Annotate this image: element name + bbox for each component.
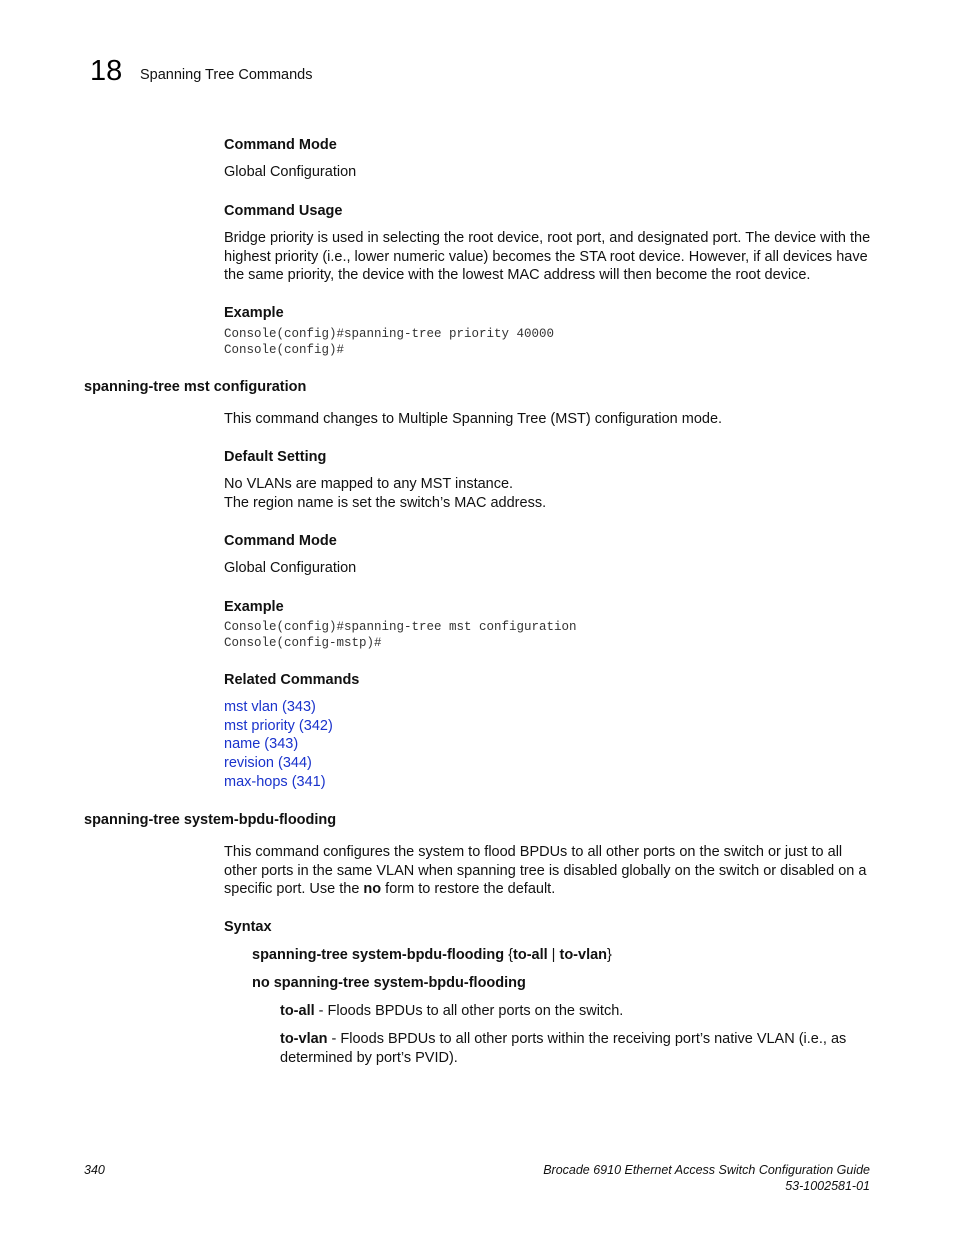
example-heading: Example [224,599,284,615]
syntax-option: to-all [513,947,548,963]
no-syntax-line: no spanning-tree system-bpdu-flooding [252,975,526,991]
related-command-link[interactable]: name (343) [224,736,299,752]
syntax-line [252,946,900,965]
chapter-title: Spanning Tree Commands [140,67,313,83]
default-setting-line: The region name is set the switch’s MAC address. [224,495,547,511]
description-text: This command configures the system to flood BPDUs to all other ports on the switch or just to all other ports in the same VLAN when spanning tree is disabled globally on the switch or disabled on a specific port. Use the [224,844,867,898]
syntax-option: to-vlan [559,947,608,963]
command-title: spanning-tree system-bpdu-flooding [84,812,337,828]
example-code-line: Console(config-mstp)# [224,636,382,650]
related-command-link[interactable]: revision (344) [224,755,312,771]
example-code-line: Console(config)#spanning-tree priority 40000 [224,327,555,341]
command-mode-text: Global Configuration [224,164,357,180]
syntax-heading: Syntax [224,919,272,935]
example-code-line: Console(config)# [224,343,345,357]
description-text: form to restore the default. [381,881,556,898]
command-description: This command changes to Multiple Spanning Tree (MST) configuration mode. [224,411,723,427]
no-keyword: no [363,881,382,898]
command-mode-heading: Command Mode [224,533,337,549]
parameter-description: - Floods BPDUs to all other ports on the switch. [314,1003,624,1019]
command-title: spanning-tree mst configuration [84,379,307,395]
page-number: 340 [84,1163,105,1177]
syntax-command: spanning-tree system-bpdu-flooding [252,947,505,963]
parameter-name: to-vlan [280,1031,328,1047]
command-mode-text: Global Configuration [224,560,357,576]
command-mode-heading: Command Mode [224,137,337,153]
default-setting-heading: Default Setting [224,449,327,465]
command-usage-heading: Command Usage [224,203,343,219]
related-command-link[interactable]: mst priority (342) [224,718,333,734]
related-command-link[interactable]: mst vlan (343) [224,699,316,715]
default-setting-line: No VLANs are mapped to any MST instance. [224,476,514,492]
example-heading: Example [224,305,284,321]
syntax-brace: { [504,947,514,963]
parameter-description: - Floods BPDUs to all other ports within the receiving port’s native VLAN (i.e., as determined by port’s PVID). [280,1031,847,1066]
command-description [224,843,874,899]
parameter-name: to-all [280,1003,315,1019]
parameter-item [280,1030,870,1067]
chapter-number: 18 [90,55,123,87]
guide-title: Brocade 6910 Ethernet Access Switch Configuration Guide [543,1163,870,1177]
document-number: 53-1002581-01 [785,1179,870,1193]
example-code-line: Console(config)#spanning-tree mst configuration [224,620,577,634]
syntax-separator: | [547,947,560,963]
related-command-link[interactable]: max-hops (341) [224,774,326,790]
parameter-item [280,1002,870,1021]
related-commands-heading: Related Commands [224,672,360,688]
syntax-brace: } [607,947,612,963]
command-usage-text: Bridge priority is used in selecting the root device, root port, and designated port. The device with the highest priority (i.e., lower numeric value) becomes the STA root device. However, if all devices have the same priority, the device with the lowest MAC address will then become the root device. [224,230,871,284]
